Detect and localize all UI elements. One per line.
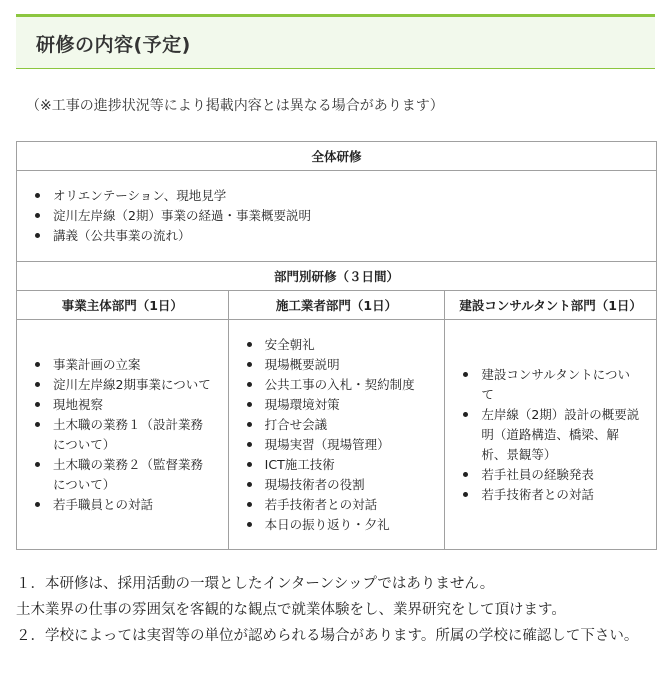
project-owner-dept-header: 事業主体部門（1日） xyxy=(17,291,229,320)
section-heading: 研修の内容(予定) xyxy=(36,34,191,56)
list-item: ICT施工技術 xyxy=(265,455,431,475)
department-training-header: 部門別研修（３日間） xyxy=(17,262,657,291)
list-item: 講義（公共事業の流れ） xyxy=(53,226,656,246)
footer-notes xyxy=(16,571,646,649)
overall-training-cell xyxy=(17,171,657,262)
list-item: 左岸線（2期）設計の概要説明（道路構造、橋梁、解析、景観等） xyxy=(481,405,642,465)
list-item: 公共工事の入札・契約制度 xyxy=(265,375,431,395)
list-item: 土木職の業務１（設計業務について） xyxy=(53,415,214,455)
training-content-table xyxy=(16,141,657,550)
list-item: 本日の振り返り・夕礼 xyxy=(265,515,431,535)
consultant-dept-cell xyxy=(445,320,657,550)
list-item: 若手技術者との対話 xyxy=(481,485,642,505)
footer-note-1-detail: 土木業界の仕事の雰囲気を客観的な観点で就業体験をし、業界研究をして頂けます。 xyxy=(16,602,566,618)
section-heading-box xyxy=(16,14,655,69)
overall-training-header: 全体研修 xyxy=(17,142,657,171)
list-item: 現地視察 xyxy=(53,395,214,415)
list-item: 建設コンサルタントについて xyxy=(481,365,642,405)
disclaimer-note: （※工事の進捗状況等により掲載内容とは異なる場合があります） xyxy=(26,98,444,114)
contractor-dept-header: 施工業者部門（1日） xyxy=(228,291,445,320)
contractor-dept-cell xyxy=(228,320,445,550)
overall-training-list xyxy=(17,186,656,246)
list-item: 事業計画の立案 xyxy=(53,355,214,375)
list-item: 若手技術者との対話 xyxy=(265,495,431,515)
list-item: 若手職員との対話 xyxy=(53,495,214,515)
footer-note-2: ２．学校によっては実習等の単位が認められる場合があります。所属の学校に確認して下さい。 xyxy=(16,628,639,644)
list-item: 現場技術者の役割 xyxy=(265,475,431,495)
project-owner-dept-list xyxy=(17,355,228,515)
list-item: オリエンテーション、現地見学 xyxy=(53,186,656,206)
footer-note-1: １．本研修は、採用活動の一環としたインターンシップではありません。 xyxy=(16,576,495,592)
list-item: 打合せ会議 xyxy=(265,415,431,435)
contractor-dept-list xyxy=(229,335,445,535)
list-item: 現場概要説明 xyxy=(265,355,431,375)
list-item: 淀川左岸線2期事業について xyxy=(53,375,214,395)
list-item: 現場実習（現場管理） xyxy=(265,435,431,455)
list-item: 淀川左岸線（2期）事業の経過・事業概要説明 xyxy=(53,206,656,226)
project-owner-dept-cell xyxy=(17,320,229,550)
consultant-dept-list xyxy=(445,365,656,505)
consultant-dept-header: 建設コンサルタント部門（1日） xyxy=(445,291,657,320)
list-item: 土木職の業務２（監督業務について） xyxy=(53,455,214,495)
list-item: 現場環境対策 xyxy=(265,395,431,415)
list-item: 安全朝礼 xyxy=(265,335,431,355)
list-item: 若手社員の経験発表 xyxy=(481,465,642,485)
